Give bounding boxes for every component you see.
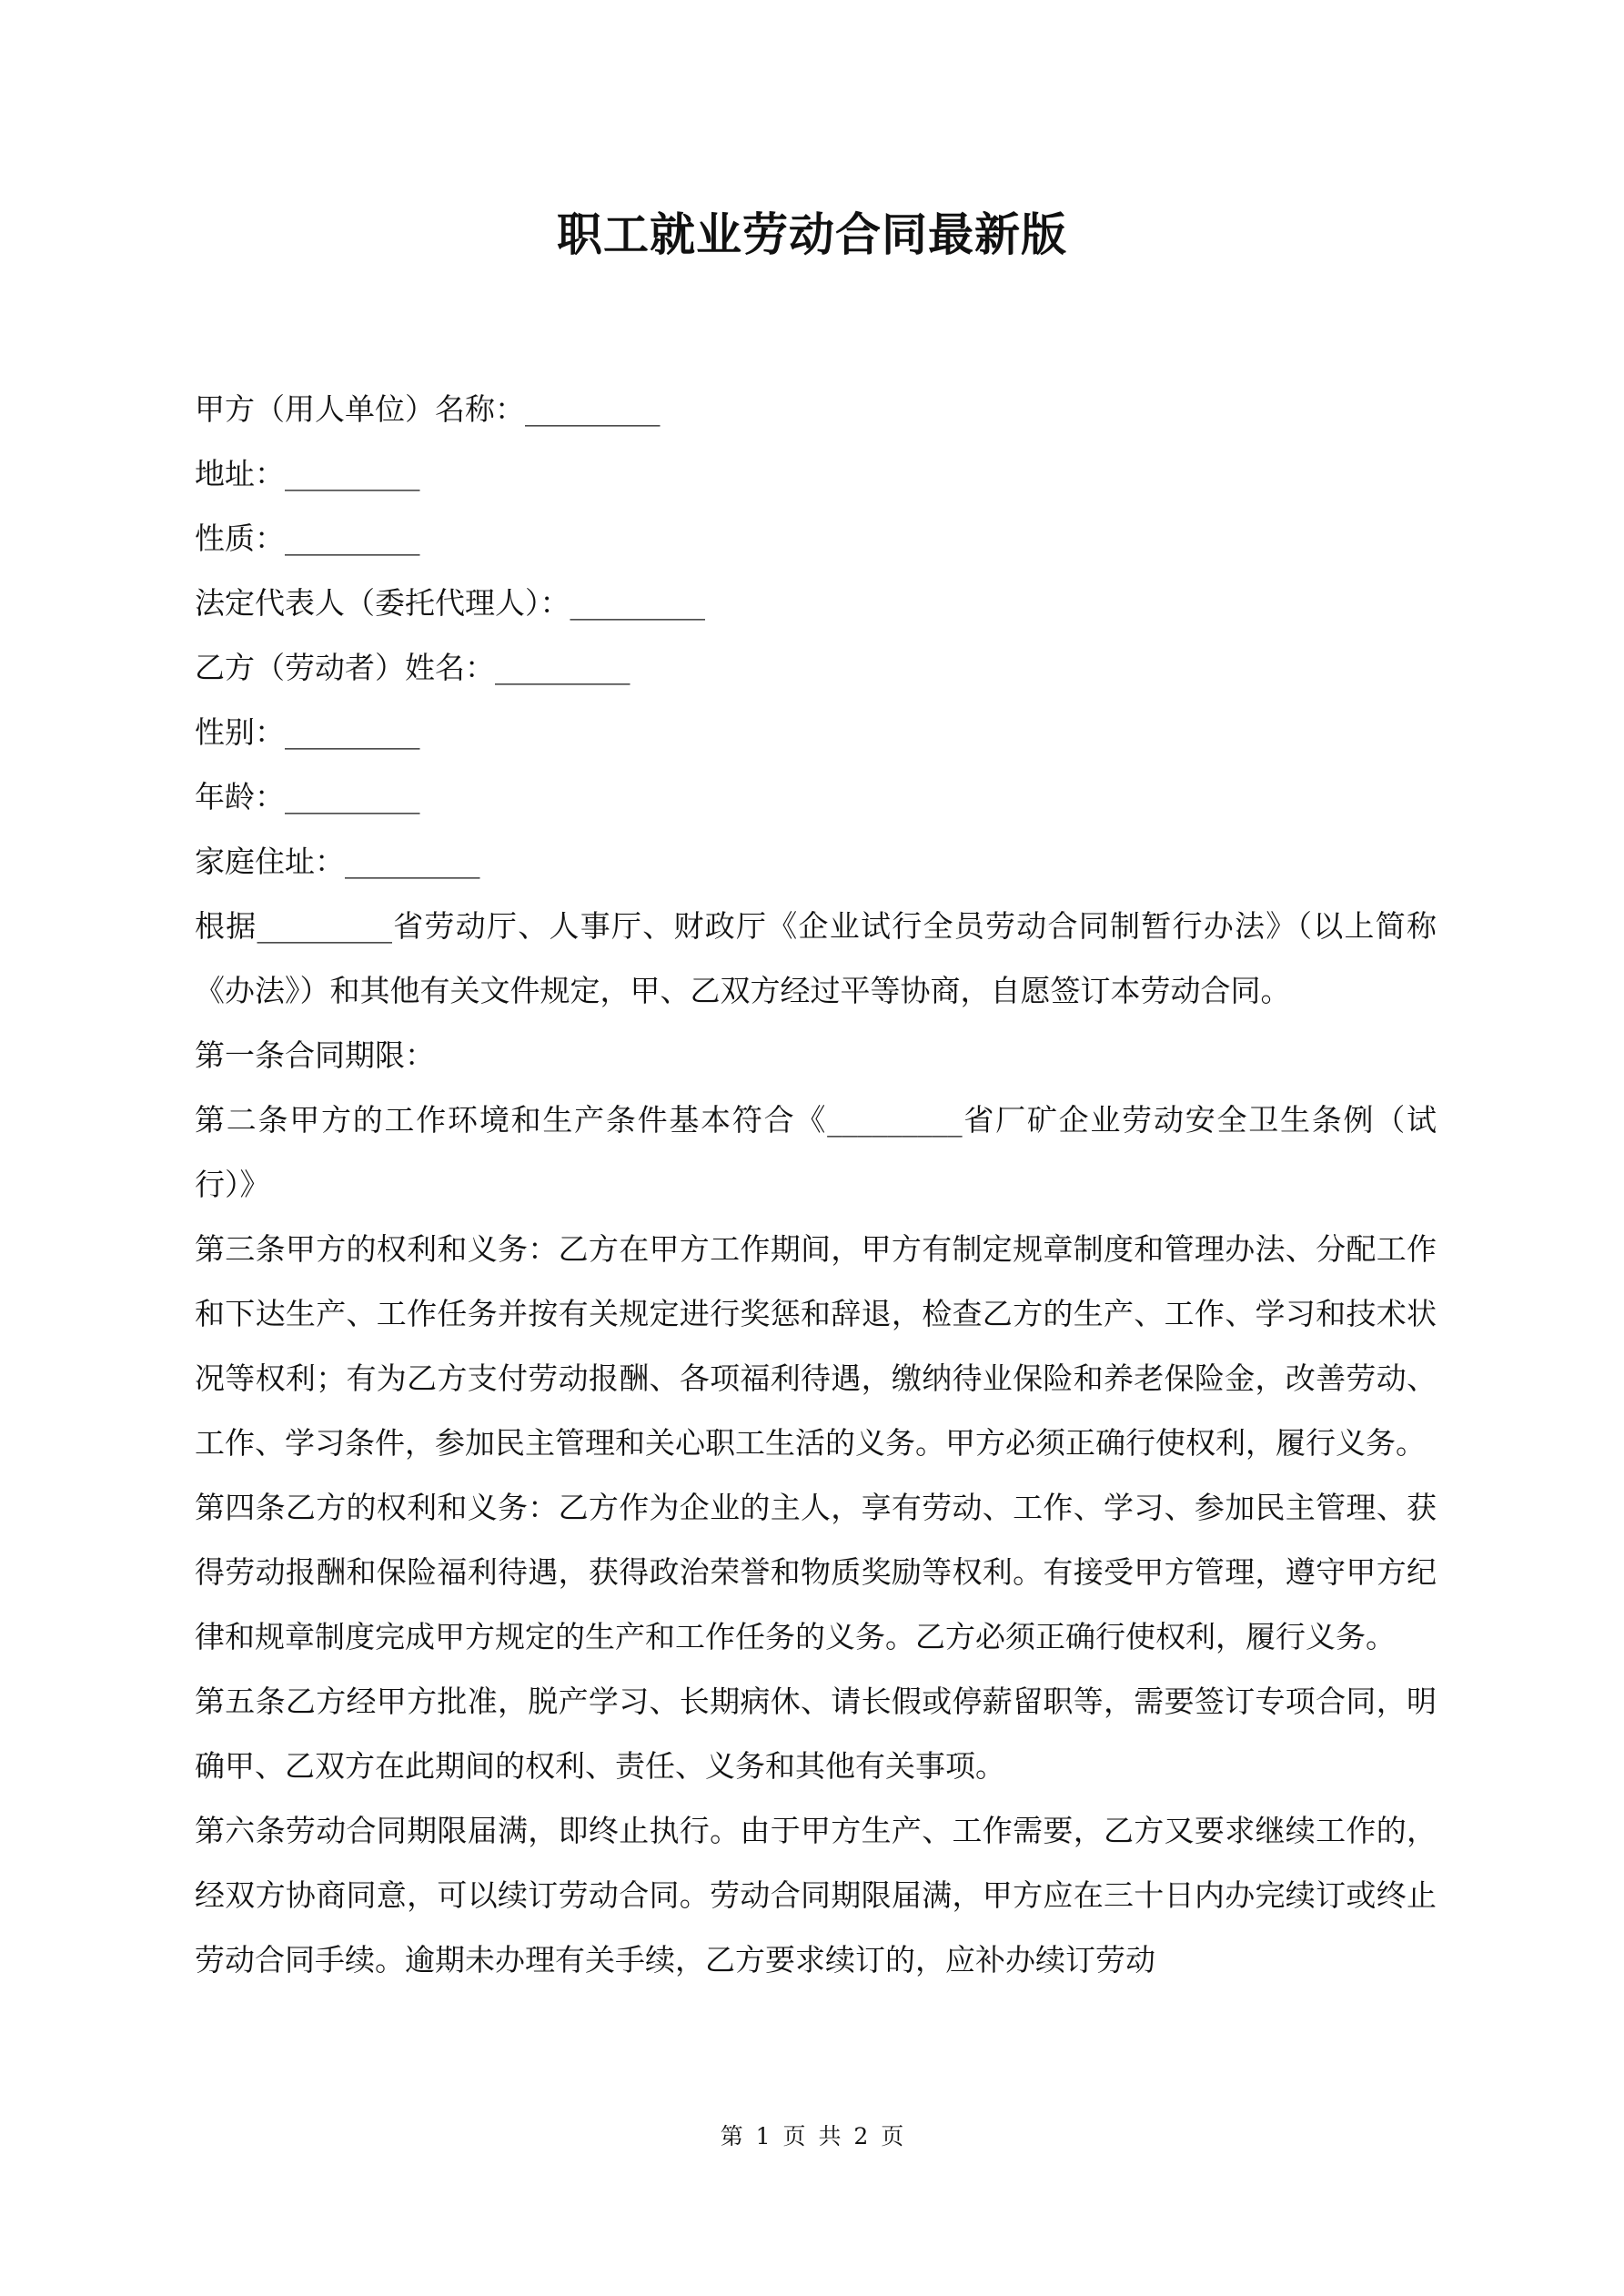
field-gender: 性别：_________: [195, 714, 420, 750]
paragraph-article-6: 第六条劳动合同期限届满，即终止执行。由于甲方生产、工作需要，乙方又要求继续工作的，经双方协商同意，可以续订劳动合同。劳动合同期限届满，甲方应在三十日内办完续订或终止劳动合同手续。逾期未办理有关手续，乙方要求续订的，应补办续订劳动: [195, 1813, 1437, 1977]
paragraph-article-5: 第五条乙方经甲方批准，脱产学习、长期病休、请长假或停薪留职等，需要签订专项合同，明确甲、乙双方在此期间的权利、责任、义务和其他有关事项。: [195, 1684, 1437, 1784]
paragraph-article-1: 第一条合同期限：: [195, 1037, 435, 1073]
document-title: 职工就业劳动合同最新版: [557, 207, 1067, 261]
field-legal-representative: 法定代表人（委托代理人）：_________: [195, 585, 705, 621]
field-employer-name: 甲方（用人单位）名称：_________: [195, 391, 661, 427]
field-home-address: 家庭住址：_________: [195, 844, 480, 879]
field-nature: 性质：_________: [195, 521, 420, 556]
field-employee-name: 乙方（劳动者）姓名：_________: [195, 650, 630, 685]
paragraph-article-2: 第二条甲方的工作环境和生产条件基本符合《_________省厂矿企业劳动安全卫生条例（试行）》: [195, 1102, 1437, 1202]
paragraph-preamble: 根据_________省劳动厅、人事厅、财政厅《企业试行全员劳动合同制暂行办法》（以上简称《办法》）和其他有关文件规定，甲、乙双方经过平等协商，自愿签订本劳动合同。: [195, 908, 1437, 1008]
field-address: 地址：_________: [195, 456, 420, 491]
paragraph-article-3: 第三条甲方的权利和义务：乙方在甲方工作期间，甲方有制定规章制度和管理办法、分配工作和下达生产、工作任务并按有关规定进行奖惩和辞退，检查乙方的生产、工作、学习和技术状况等权利；有为乙方支付劳动报酬、各项福利待遇，缴纳待业保险和养老保险金，改善劳动、工作、学习条件，参加民主管理和关心职工生活的义务。甲方必须正确行使权利，履行义务。: [195, 1231, 1437, 1461]
field-age: 年龄：_________: [195, 779, 420, 814]
document-body: [195, 377, 1437, 1992]
paragraph-article-4: 第四条乙方的权利和义务：乙方作为企业的主人，享有劳动、工作、学习、参加民主管理、获得劳动报酬和保险福利待遇，获得政治荣誉和物质奖励等权利。有接受甲方管理，遵守甲方纪律和规章制度完成甲方规定的生产和工作任务的义务。乙方必须正确行使权利，履行义务。: [195, 1490, 1437, 1654]
page-footer: 第 1 页 共 2 页: [720, 2123, 904, 2149]
